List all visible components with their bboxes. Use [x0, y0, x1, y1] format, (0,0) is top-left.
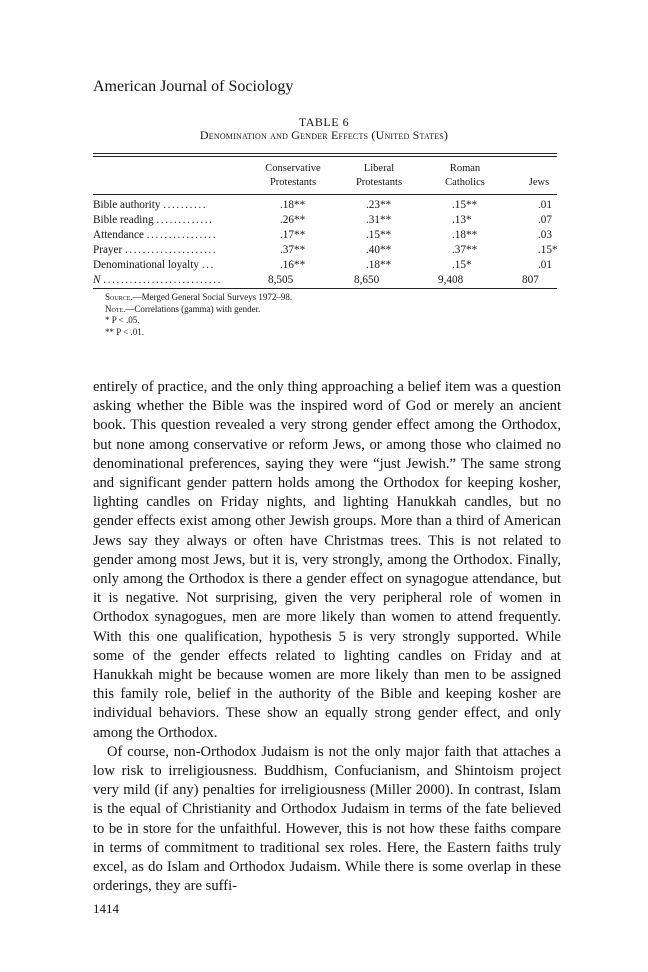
- table-row-label: N ...........................: [93, 274, 222, 286]
- significance-note-01: ** P < .01.: [105, 326, 144, 337]
- table-note: Note.—Correlations (gamma) with gender.: [105, 303, 261, 314]
- table-row-label: Attendance ................: [93, 229, 218, 241]
- table-cell: .37**: [280, 244, 306, 256]
- table-bottom-rule: [93, 288, 557, 289]
- table-header-rule: [93, 194, 557, 195]
- column-header-line: Catholics: [445, 177, 485, 188]
- table-title: Denomination and Gender Effects (United States): [199, 128, 449, 142]
- column-header-jews: [484, 162, 594, 190]
- table-cell: .26**: [280, 214, 306, 226]
- body-paragraph: Of course, non-Orthodox Judaism is not the only major faith that attaches a low risk to irreligiousness. Buddhism, Confucianism, and Shintoism project very mild (if any) penalties for irreligiousness (Miller 2000). In contrast, Islam is the equal of Christianity and Orthodox Judaism in terms of the fate believed to be in store for the unfaithful. However, this is not how these faiths compare in terms of commitment to traditional sex roles. Here, the Eastern faiths truly excel, as do Islam and Orthodox Judaism. While there is some overlap in these orderings, they are suffi-: [93, 743, 561, 895]
- table-row-label: Bible reading .............: [93, 214, 214, 226]
- table-cell: .15*: [538, 244, 558, 256]
- table-top-rule: [93, 153, 557, 154]
- column-header-line: Protestants: [269, 177, 317, 188]
- table-row-label: Denominational loyalty ...: [93, 259, 215, 271]
- table-cell: .07: [538, 214, 552, 226]
- table-cell: 9,408: [438, 274, 464, 286]
- table-cell: 8,650: [354, 274, 380, 286]
- table-cell: .17**: [280, 229, 306, 241]
- body-paragraph: entirely of practice, and the only thing approaching a belief item was a question asking whether the Bible was the inspired word of God or merely an ancient book. This question revealed a very strong gender effect among the Orthodox, but none among conservative or reform Jews, or among those who claimed no denominational preferences, saying they were “just Jewish.” The same strong and significant gender pattern holds among the Orthodox for keeping kosher, lighting candles on Friday nights, and lighting Hanukkah candles, but no gender effects exist among other Jewish groups. More than a third of American Jews say they always or often have Christmas trees. This is not related to gender among most Jews, but it is, very strongly, among the Orthodox. Finally, only among the Orthodox is there a gender effect on synagogue attendance, but it is negative. Not surprising, given the very peripheral role of women in Orthodox synagogues, men are more likely than women to attend frequently. With this one qualification, hypothesis 5 is very strongly supported. While some of the gender effects related to lighting candles on Friday and at Hanukkah might be because women are more likely than men to be assigned this family role, belief in the authority of the Bible and keeping kosher are individual behaviors. These show an equally strong gender effect, and only among the Orthodox.: [93, 379, 561, 741]
- table-cell: .40**: [366, 244, 392, 256]
- table-row-label: Bible authority ..........: [93, 199, 208, 211]
- table-cell: .15**: [452, 199, 478, 211]
- table-cell: .16**: [280, 259, 306, 271]
- table-cell: .01: [538, 199, 552, 211]
- running-head: American Journal of Sociology: [93, 78, 294, 95]
- body-text: [93, 378, 561, 896]
- table-cell: .15*: [452, 259, 472, 271]
- page-number: 1414: [93, 901, 119, 916]
- column-header-line: Protestants: [355, 177, 403, 188]
- table-source-note: Source.—Merged General Social Surveys 1972–98.: [105, 292, 293, 302]
- column-header-line: Liberal: [363, 163, 395, 174]
- table-top-rule-inner: [93, 156, 557, 157]
- significance-note-05: * P < .05.: [105, 315, 140, 325]
- table-row-label: Prayer .....................: [93, 244, 218, 256]
- table-cell: .18**: [280, 199, 306, 211]
- table-label: TABLE 6: [298, 115, 350, 129]
- table-cell: .18**: [366, 259, 392, 271]
- column-header-line: Conservative: [265, 163, 321, 174]
- table-cell: .18**: [452, 229, 478, 241]
- column-header-line: Roman: [449, 163, 481, 174]
- table-cell: 8,505: [268, 274, 294, 286]
- table-cell: .37**: [452, 244, 478, 256]
- table-cell: .23**: [366, 199, 392, 211]
- table-cell: .01: [538, 259, 552, 271]
- table-cell: .31**: [366, 214, 392, 226]
- table-cell: 807: [522, 274, 539, 286]
- table-cell: .03: [538, 229, 552, 241]
- table-cell: .13*: [452, 214, 472, 226]
- column-header-line: [484, 162, 594, 176]
- table-cell: .15**: [366, 229, 392, 241]
- table-notes: [105, 292, 292, 338]
- column-header-line: Jews: [528, 177, 550, 188]
